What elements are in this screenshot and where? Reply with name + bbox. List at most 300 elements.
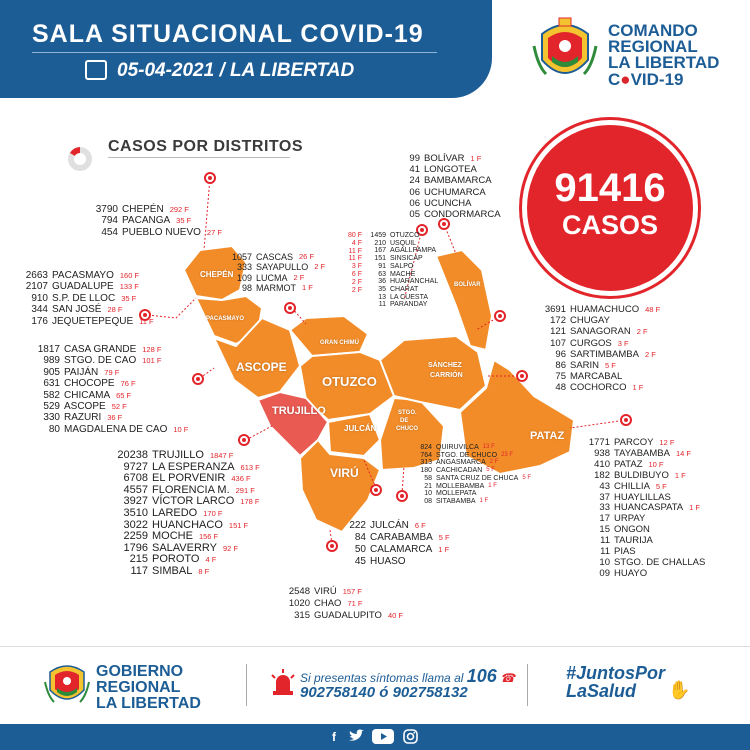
case-count: 37 [599, 491, 610, 503]
case-count: 172 [550, 315, 566, 327]
map-label-stgo-2: DE [400, 418, 409, 424]
date-location: 05-04-2021 / LA LIBERTAD [117, 60, 355, 81]
list-row [86, 204, 222, 215]
district-name: PACANGA [122, 215, 171, 227]
deaths-count: 170 F [203, 508, 223, 518]
list-pataz [586, 438, 711, 580]
case-count: 824 [420, 444, 432, 451]
case-count: 13 [378, 293, 386, 301]
list-row [366, 286, 438, 294]
case-count: 215 [129, 553, 148, 566]
list-row [540, 371, 660, 382]
district-name: LA ESPERANZA [152, 460, 235, 473]
case-count: 180 [420, 467, 432, 475]
district-name: ANGASMARCA [436, 459, 486, 467]
case-count: 1020 [288, 597, 310, 609]
list-row [282, 586, 403, 598]
list-row [86, 227, 222, 238]
map-label-julcan: JULCÁN [344, 424, 377, 433]
district-name: CHARAT [390, 285, 419, 293]
deaths-count: 5 F [522, 474, 531, 481]
list-otuzco-f [346, 232, 362, 294]
list-row [418, 498, 531, 506]
case-count: 80 [48, 423, 60, 435]
case-count: 20238 [117, 449, 148, 461]
case-count: 10 [599, 556, 610, 568]
list-row [30, 401, 188, 412]
deaths-count: 11 F [139, 316, 154, 326]
list-row [30, 355, 188, 366]
case-count: 151 [374, 255, 386, 263]
list-ascope [30, 344, 188, 435]
case-count: 21 [424, 482, 432, 490]
district-name: SANAGORAN [570, 326, 631, 338]
deaths-count: 40 F [387, 610, 403, 620]
district-name: UCHUMARCA [424, 186, 486, 198]
list-row [398, 175, 507, 186]
list-row [30, 378, 188, 389]
district-name: STGO. DE CHUCO [436, 451, 498, 459]
map-label-stgo-3: CHUCO [396, 426, 418, 432]
page-title: SALA SITUACIONAL COVID-19 [32, 20, 424, 48]
deaths-count: 79 F [104, 367, 120, 377]
case-count: 410 [594, 458, 610, 470]
district-name: CHICAMA [64, 389, 111, 401]
case-count: 910 [31, 292, 48, 304]
deaths-count: 1 F [479, 497, 489, 504]
case-count: 313 [420, 459, 432, 467]
gob-line-3: LA LIBERTAD [96, 695, 201, 712]
list-julcan [346, 520, 450, 568]
district-name: JULCÁN [370, 520, 409, 531]
district-name: STGO. DE CHALLAS [614, 556, 706, 568]
district-name: MARMOT [256, 283, 296, 294]
list-row [106, 531, 260, 543]
list-row [366, 255, 438, 263]
deaths-count: 1 F [470, 154, 482, 163]
deaths-count: 157 F [342, 587, 362, 596]
deaths-count: 5 F [605, 361, 616, 371]
list-row [418, 475, 531, 483]
case-count: 9727 [123, 460, 148, 473]
district-name: SALAVERRY [152, 541, 218, 554]
list-sanchez-carrion [540, 304, 660, 394]
list-row [14, 281, 154, 292]
district-name: HUANCHACO [152, 518, 223, 531]
district-name: SIMBAL [152, 564, 193, 577]
district-name: UCUNCHA [424, 197, 472, 209]
deaths-count: 133 F [119, 282, 139, 292]
district-name: CONDORMARCA [424, 209, 501, 221]
list-row [366, 232, 438, 240]
province-gran-chimu [290, 316, 368, 356]
case-count: 582 [43, 389, 60, 401]
case-count: 10 [424, 490, 432, 498]
deaths-count: 3 F [351, 263, 362, 271]
district-name: VIRÚ [314, 586, 337, 597]
district-name: PARCOY [614, 437, 654, 448]
list-row [346, 544, 450, 556]
deaths-count: 1 F [488, 482, 497, 489]
deaths-count: 2 F [351, 286, 362, 294]
list-row [14, 304, 154, 315]
list-row [540, 349, 660, 360]
district-name: LONGOTEA [424, 164, 477, 176]
map-label-ascope: ASCOPE [236, 360, 287, 374]
deaths-count: 2 F [636, 327, 648, 337]
deaths-count: 2 F [351, 278, 362, 286]
district-name: EL PORVENIR [152, 472, 226, 485]
deaths-count: 178 F [240, 497, 260, 507]
list-row [14, 316, 154, 327]
case-count: 6708 [123, 472, 148, 485]
case-count: 794 [101, 215, 118, 227]
map-label-trujillo: TRUJILLO [272, 405, 326, 417]
list-row [14, 270, 154, 281]
district-name: SALPO [390, 262, 414, 270]
case-count: 330 [43, 412, 60, 424]
district-name: PIAS [614, 546, 636, 558]
case-count: 333 [236, 262, 252, 273]
list-row [106, 566, 260, 578]
list-row [282, 610, 403, 622]
district-name: CHEPÉN [122, 204, 164, 215]
district-name: CASCAS [256, 252, 294, 262]
deaths-count: 48 F [645, 305, 661, 314]
case-count: 905 [43, 366, 60, 378]
logo-line-2: REGIONAL [608, 37, 698, 56]
deaths-count: 10 F [173, 424, 189, 434]
deaths-count: 1 F [689, 503, 700, 513]
total-cases-number: 91416 [554, 166, 666, 210]
deaths-count: 1 F [302, 283, 313, 293]
map-label-otuzco: OTUZCO [322, 374, 377, 389]
case-count: 2663 [25, 270, 48, 281]
district-name: PUEBLO NUEVO [122, 226, 201, 238]
district-name: BULDIBUYO [614, 469, 669, 481]
gob-line-2: REGIONAL [96, 679, 181, 696]
district-name: SANTA CRUZ DE CHUCA [436, 474, 519, 482]
district-name: BOLÍVAR [424, 153, 465, 164]
case-count: 84 [354, 532, 366, 543]
deaths-count: 292 F [169, 205, 189, 214]
map-label-sanchez-2: CARRIÓN [430, 372, 463, 379]
list-row [540, 338, 660, 349]
map-label-viru: VIRÚ [330, 466, 359, 480]
deaths-count: 65 F [116, 390, 132, 400]
section-title: CASOS POR DISTRITOS [108, 138, 304, 155]
district-name: CHOCOPE [64, 378, 115, 390]
list-row [418, 483, 531, 491]
list-row [366, 301, 438, 309]
list-bolivar [398, 153, 507, 220]
map-label-pataz: PATAZ [530, 430, 565, 442]
marker-trujillo [238, 434, 250, 446]
case-count: 2259 [123, 530, 148, 543]
deaths-count: 80 F [347, 232, 362, 239]
list-chepen [86, 204, 222, 238]
district-name: MOLLEBAMBA [436, 482, 485, 490]
hands-icon: ✋ [668, 680, 691, 700]
list-row [398, 164, 507, 175]
case-count: 167 [374, 247, 386, 255]
marker-viru [326, 540, 338, 552]
case-count: 09 [599, 567, 610, 579]
case-count: 109 [236, 272, 252, 283]
logo-line-1: COMANDO [608, 21, 698, 40]
call-label: Si presentas síntomas llama al [300, 671, 464, 685]
list-row [30, 390, 188, 401]
deaths-count: 1 F [632, 383, 644, 393]
district-name: CURGOS [570, 337, 612, 349]
district-name: LAREDO [152, 506, 198, 519]
case-count: 454 [101, 226, 118, 238]
marker-bolivar-2 [494, 310, 506, 322]
case-count: 45 [354, 556, 366, 567]
deaths-count: 4 F [351, 239, 362, 247]
district-name: VÍCTOR LARCO [152, 495, 235, 508]
deaths-count: 36 F [107, 413, 123, 423]
case-count: 96 [555, 348, 566, 360]
deaths-count: 2 F [489, 459, 499, 466]
case-count: 17 [599, 513, 610, 525]
youtube-icon[interactable] [372, 729, 394, 745]
hashtag-line-1: #JuntosPor [566, 663, 666, 683]
case-count: 06 [409, 186, 420, 198]
case-count: 99 [409, 153, 420, 164]
case-count: 989 [43, 355, 60, 367]
district-name: HUAYO [614, 567, 648, 579]
list-row [586, 482, 711, 493]
map-label-bolivar: BOLÍVAR [454, 282, 481, 288]
district-name: AGALLPAMPA [390, 247, 437, 255]
list-row [366, 278, 438, 286]
district-name: QUIRUVILCA [436, 444, 479, 451]
marker-stgo-chuco [396, 490, 408, 502]
twitter-icon[interactable] [348, 729, 364, 745]
case-count: 75 [555, 371, 566, 383]
list-row [418, 490, 531, 498]
deaths-count: 28 F [107, 305, 123, 315]
phone-icon: ☎ [500, 671, 516, 685]
virus-icon: ● [620, 70, 631, 89]
deaths-count: 6 F [351, 270, 362, 278]
case-count: 4557 [123, 483, 148, 496]
deaths-count: 76 F [120, 379, 136, 389]
deaths-count: 291 F [235, 485, 255, 495]
deaths-count: 5 F [438, 533, 450, 542]
deaths-count: 35 F [176, 216, 192, 226]
district-name: HUAMACHUCO [570, 304, 640, 315]
district-name: LA CUESTA [390, 293, 428, 301]
case-count: 210 [374, 239, 386, 247]
marker-chepen [204, 172, 216, 184]
list-row [540, 360, 660, 371]
district-name: SARIN [570, 360, 600, 372]
list-row [346, 520, 450, 532]
district-name: CASA GRANDE [64, 344, 137, 355]
list-row [586, 471, 711, 482]
district-name: CHAO [314, 597, 342, 609]
facebook-icon[interactable]: f [332, 730, 336, 744]
list-row [282, 598, 403, 610]
case-count: 3927 [123, 495, 148, 508]
list-row [30, 344, 188, 355]
phone-numbers: 902758140 ó 902758132 [300, 684, 468, 701]
district-name: POROTO [152, 553, 200, 566]
case-count: 11 [600, 546, 610, 558]
case-count: 182 [594, 469, 610, 481]
list-row [540, 304, 660, 315]
district-name: MAGDALENA DE CAO [64, 423, 168, 435]
deaths-count: 2 F [644, 349, 656, 359]
district-name: STGO. DE CAO [64, 355, 137, 367]
deaths-count: 156 F [198, 532, 219, 542]
case-count: 764 [420, 451, 432, 459]
case-count: 2107 [25, 281, 48, 293]
deaths-count: 4 F [205, 555, 217, 565]
map-label-pacasmayo: PACASMAYO [206, 316, 245, 322]
list-stgo-chuco [418, 444, 531, 506]
list-row [222, 252, 325, 262]
list-row [366, 263, 438, 271]
district-name: TRUJILLO [152, 449, 204, 461]
list-row [418, 444, 531, 452]
district-name: OTUZCO [390, 232, 420, 239]
district-name: HUARANCHAL [390, 278, 439, 286]
list-row [398, 198, 507, 209]
deaths-count: 5 F [486, 467, 495, 474]
district-name: GUADALUPITO [314, 609, 382, 621]
district-name: PATAZ [614, 458, 643, 470]
district-name: CARABAMBA [370, 532, 433, 543]
case-count: 1459 [370, 232, 386, 239]
map-label-chepen: CHEPÉN [200, 270, 234, 279]
list-row [14, 293, 154, 304]
case-count: 121 [550, 326, 566, 338]
district-name: ASCOPE [64, 401, 106, 413]
district-name: SINSICAP [390, 255, 423, 263]
list-row [398, 209, 507, 220]
district-name: TAURIJA [614, 535, 653, 547]
district-name: LUCMA [256, 272, 288, 283]
list-row [540, 382, 660, 393]
district-name: HUASO [370, 556, 406, 567]
case-count: 176 [31, 315, 48, 327]
case-count: 50 [354, 544, 366, 555]
case-count: 91 [378, 262, 386, 270]
list-row [106, 508, 260, 520]
list-row [222, 273, 325, 283]
deaths-count: 13 F [482, 444, 495, 450]
case-count: 315 [294, 609, 310, 621]
list-trujillo [106, 450, 260, 578]
deaths-count: 1847 F [209, 451, 234, 460]
deaths-count: 35 F [121, 293, 137, 303]
deaths-count: 6 F [414, 521, 426, 530]
deaths-count: 160 F [119, 271, 140, 280]
district-name: HUAYLILLAS [614, 491, 671, 503]
case-count: 11 [600, 535, 610, 547]
list-pacasmayo [14, 270, 154, 327]
case-count: 58 [424, 474, 432, 482]
deaths-count: 26 F [299, 252, 315, 261]
list-row [30, 424, 188, 435]
total-cases-label: CASOS [561, 210, 659, 240]
case-count: 3790 [95, 204, 118, 215]
district-name: RAZURI [64, 412, 102, 424]
deaths-count: 11 F [348, 255, 362, 263]
district-name: MACHE [390, 270, 416, 278]
district-name: PARANDAY [390, 301, 428, 309]
footer-separator [527, 664, 528, 706]
list-row [418, 452, 531, 460]
list-row [222, 262, 325, 272]
list-row [366, 271, 438, 279]
deaths-count: 1 F [438, 545, 450, 554]
case-count: 3691 [544, 304, 566, 315]
deaths-count: 8 F [198, 566, 210, 576]
gob-line-1: GOBIERNO [96, 663, 184, 680]
district-name: PACASMAYO [52, 270, 114, 281]
deaths-count: 27 F [206, 227, 222, 237]
deaths-count: 128 F [142, 345, 162, 354]
case-count: 1817 [37, 344, 60, 355]
case-count: 1796 [123, 541, 148, 554]
map-label-sanchez-1: SÁNCHEZ [428, 362, 462, 369]
district-name: MARCABAL [570, 371, 623, 383]
district-name: HUANCASPATA [614, 502, 684, 514]
list-row [366, 294, 438, 302]
footer-divider [0, 646, 750, 647]
case-count: 98 [241, 283, 252, 294]
list-row [30, 367, 188, 378]
district-name: MOLLEPATA [436, 490, 477, 498]
deaths-count: 10 F [648, 459, 664, 469]
case-count: 11 [378, 301, 386, 309]
deaths-count: 92 F [223, 543, 239, 553]
list-row [366, 240, 438, 248]
deaths-count: 613 F [240, 462, 260, 472]
marker-ascope [192, 373, 204, 385]
deaths-count: 436 F [231, 474, 251, 484]
case-count: 41 [409, 164, 420, 176]
instagram-icon[interactable] [402, 729, 418, 745]
case-count: 107 [550, 337, 566, 349]
deaths-count: 1 F [674, 470, 686, 480]
list-viru [282, 586, 403, 621]
district-name: CACHICADAN [436, 467, 483, 475]
district-name: CALAMARCA [370, 544, 433, 555]
district-name: SITABAMBA [436, 497, 476, 505]
district-name: GUADALUPE [52, 281, 114, 293]
case-count: 3022 [123, 518, 148, 531]
district-name: BAMBAMARCA [424, 175, 492, 187]
deaths-count: 52 F [111, 402, 127, 412]
hashtag-line-2: LaSalud [566, 681, 637, 701]
crest-icon [44, 660, 90, 710]
list-row [540, 315, 660, 326]
district-name: JEQUETEPEQUE [52, 315, 134, 327]
siren-icon [271, 669, 295, 697]
case-count: 43 [599, 480, 610, 492]
district-name: PAIJÁN [64, 366, 99, 378]
list-row [418, 467, 531, 475]
province-bolivar [436, 250, 492, 350]
province-julcan [328, 414, 380, 456]
list-row [346, 532, 450, 544]
list-row [30, 412, 188, 423]
